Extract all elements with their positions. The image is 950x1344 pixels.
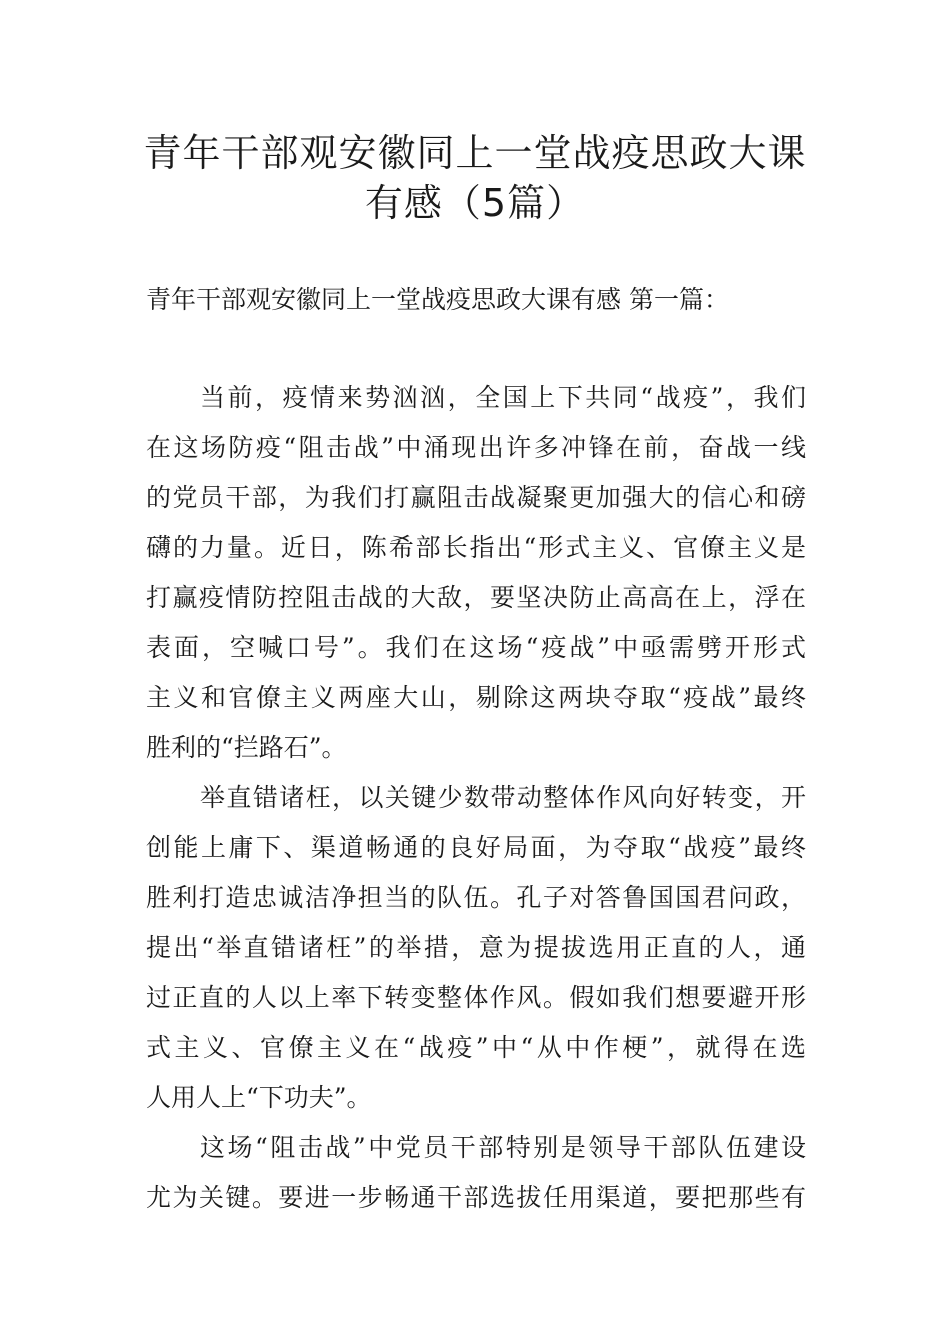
paragraph-1-line-8: 胜利的“拦路石”。 [146,733,347,762]
paragraph-2-line-1: 举直错诸枉，以关键少数带动整体作风向好转变，开 [200,783,806,812]
paragraph-1-line-4: 礴的力量。近日，陈希部长指出“形式主义、官僚主义是 [146,533,806,562]
paragraph-1-line-6: 表面，空喊口号”。我们在这场“疫战”中亟需劈开形式 [146,633,806,662]
section-heading: 青年干部观安徽同上一堂战疫思政大课有感 第一篇： [146,285,729,314]
paragraph-2-line-4: 提出“举直错诸枉”的举措，意为提拔选用正直的人，通 [146,933,806,962]
paragraph-2-line-5: 过正直的人以上率下转变整体作风。假如我们想要避开形 [146,983,806,1012]
paragraph-3-line-2: 尤为关键。要进一步畅通干部选拔任用渠道，要把那些有 [146,1183,806,1212]
document-title-line-1: 青年干部观安徽同上一堂战疫思政大课 [143,131,807,175]
paragraph-1-line-1: 当前，疫情来势汹汹，全国上下共同“战疫”，我们 [200,383,806,412]
paragraph-2-line-3: 胜利打造忠诚洁净担当的队伍。孔子对答鲁国国君问政， [146,883,806,912]
paragraph-1-line-3: 的党员干部，为我们打赢阻击战凝聚更加强大的信心和磅 [146,483,806,512]
paragraph-3-line-1: 这场“阻击战”中党员干部特别是领导干部队伍建设 [200,1133,806,1162]
paragraph-1-line-2: 在这场防疫“阻击战”中涌现出许多冲锋在前，奋战一线 [146,433,806,462]
paragraph-2-line-7: 人用人上“下功夫”。 [146,1083,372,1112]
paragraph-2-line-6: 式主义、官僚主义在“战疫”中“从中作梗”，就得在选 [146,1033,806,1062]
document-body [146,380,806,1230]
paragraph-1-line-5: 打赢疫情防控阻击战的大敌，要坚决防止高高在上，浮在 [146,583,806,612]
document-title-line-2: 有感（5篇） [364,181,586,225]
paragraph-2-line-2: 创能上庸下、渠道畅通的良好局面，为夺取“战疫”最终 [146,833,806,862]
paragraph-1-line-7: 主义和官僚主义两座大山，剔除这两块夺取“疫战”最终 [146,683,806,712]
